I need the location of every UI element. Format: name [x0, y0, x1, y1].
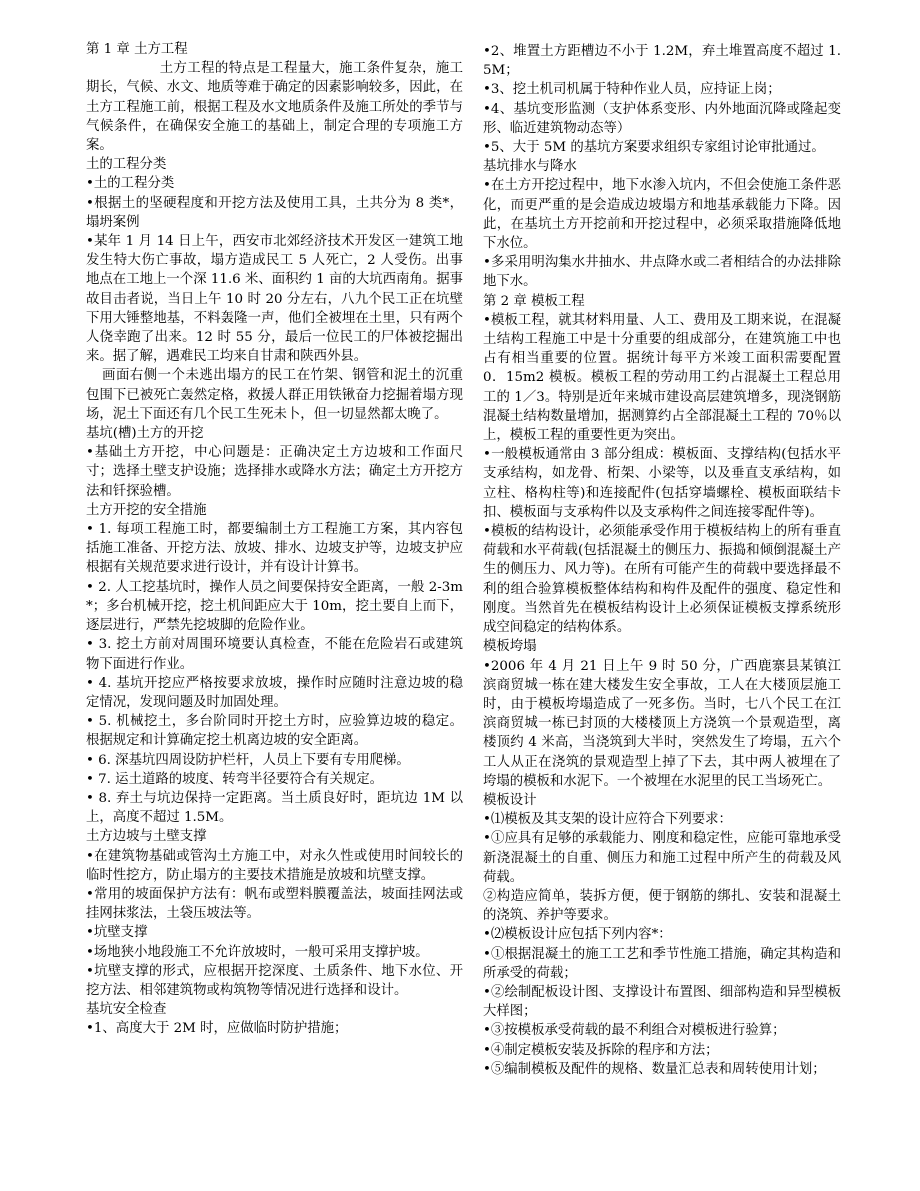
bullet-item: •模板的结构设计，必须能承受作用于模板结构上的所有垂直荷载和水平荷载(包括混凝土的侧压力、振捣和倾倒混凝土产生的侧压力、风力等)。在所有可能产生的荷载中要选择最不利的组合验算模板整体结构和构件及配件的强度、稳定性和刚度。当然首先在模板结构设计上必须保证模板支撑系统形成空间稳定的结构体系。: [483, 524, 841, 636]
bullet-item: • 8. 弃土与坑边保持一定距离。当土质良好时，距坑边 1M 以上，高度不超过 1.5M。: [86, 790, 463, 826]
left-column: [86, 40, 463, 1039]
section-heading: 基坑(槽)土方的开挖: [86, 426, 204, 442]
bullet-item: •1、高度大于 2M 时，应做临时防护措施；: [86, 1021, 348, 1037]
paragraph: 土方工程的特点是工程量大，施工条件复杂，施工期长，气候、水文、地质等难于确定的因素影响较多，因此，在土方工程施工前，根据工程及水文地质条件及施工所处的季节与气候条件，在确保安全施工的基础上，制定合理的专项施工方案。: [86, 61, 463, 154]
bullet-item: •多采用明沟集水井抽水、井点降水或二者相结合的办法排除地下水。: [483, 255, 841, 290]
section-heading: 土方开挖的安全措施: [86, 502, 207, 518]
section-heading: 土的工程分类: [86, 157, 167, 173]
bullet-item: •②绘制配板设计图、支撑设计布置图、细部构造和异型模板大样图；: [483, 984, 841, 1020]
section-heading: 模板设计: [483, 792, 537, 808]
bullet-item: •一般模板通常由 3 部分组成：模板面、支撑结构(包括水平支承结构，如龙骨、桁架、小梁等，以及垂直支承结构，如立柱、格构柱等)和连接配件(包括穿墙螺栓、模板面联结卡扣、模板面与支承构件以及支承构件之间连接零配件等)。: [483, 447, 841, 520]
bullet-item: •场地狭小地段施工不允许放坡时，一般可采用支撑护坡。: [86, 944, 429, 960]
bullet-item: • 4. 基坑开挖应严格按要求放坡，操作时应随时注意边坡的稳定情况，发现问题及时加固处理。: [86, 675, 463, 710]
bullet-item: •基础土方开挖，中心问题是：正确决定土方边坡和工作面尺寸；选择土壁支护设施；选择排水或降水方法；确定土方开挖方法和钎探验槽。: [86, 445, 463, 499]
bullet-item: •3、挖土机司机属于特种作业人员，应持证上岗；: [483, 82, 781, 98]
bullet-item: •4、基坑变形监测（支护体系变形、内外地面沉降或隆起变形、临近建筑物动态等）: [483, 101, 841, 136]
chapter-1-title: 第 1 章 土方工程: [86, 42, 188, 57]
section-heading: 土方边坡与土壁支撑: [86, 829, 207, 845]
bullet-item: •土的工程分类: [86, 176, 175, 192]
bullet-item: •在土方开挖过程中，地下水渗入坑内，不但会使施工条件恶化，而更严重的是会造成边坡塌方和地基承载能力下降。因此，在基坑土方开挖前和开挖过程中，必须采取措施降低地下水位。: [483, 178, 841, 252]
bullet-item: • 2. 人工挖基坑时，操作人员之间要保持安全距离，一般 2-3m*；多台机械开挖，挖土机间距应大于 10m，挖土要自上而下，逐层进行，严禁先挖坡脚的危险作业。: [86, 579, 463, 634]
bullet-item: •坑壁支撑的形式，应根据开挖深度、土质条件、地下水位、开挖方法、相邻建筑物或构筑物等情况进行选择和设计。: [86, 963, 463, 998]
paragraph: 画面右侧一个未逃出塌方的民工在竹架、钢管和泥土的沉重包围下已被死亡轰然定格，救援人群正用铁锹奋力挖掘着塌方现场，泥土下面还有几个民工生死未卜，但一切显然都太晚了。: [86, 368, 463, 422]
bullet-item: •坑壁支撑: [86, 925, 148, 941]
bullet-item: • 3. 挖土方前对周围环境要认真检查，不能在危险岩石或建筑物下面进行作业。: [86, 637, 463, 672]
bullet-item: • 5. 机械挖土，多台阶同时开挖土方时，应验算边坡的稳定。根据规定和计算确定挖土机离边坡的安全距离。: [86, 714, 463, 749]
bullet-item: •根据土的坚硬程度和开挖方法及使用工具，土共分为 8 类*，塌坍案例: [86, 195, 463, 230]
section-heading: 基坑安全检查: [86, 1002, 167, 1018]
bullet-item: •2006 年 4 月 21 日上午 9 时 50 分，广西鹿寨县某镇江滨商贸城一栋在建大楼发生安全事故，工人在大楼顶层施工时，由于模板垮塌造成了一死多伤。当时，七八个民工在江滨商贸城一栋已封顶的大楼楼顶上方浇筑一个景观造型，离楼顶约 4 米高，当浇筑到大半时，突然发生了垮塌，五六个工人从正在浇筑的景观造型上掉了下去，其中两人被埋在了垮塌的模板和水泥下。一个被埋在水泥里的民工当场死亡。: [483, 658, 841, 789]
bullet-item: •5、大于 5M 的基坑方案要求组织专家组讨论审批通过。: [483, 140, 825, 156]
bullet-item: •①应具有足够的承载能力、刚度和稳定性，应能可靠地承受新浇混凝土的自重、侧压力和施工过程中所产生的荷载及风荷载。: [483, 831, 841, 885]
bullet-item: •⑴模板及其支架的设计应符合下列要求：: [483, 812, 732, 828]
bullet-item: •⑤编制模板及配件的规格、数量汇总表和周转使用计划；: [483, 1061, 826, 1077]
right-column: [483, 42, 841, 1079]
bullet-item: •④制定模板安装及拆除的程序和方法；: [483, 1042, 719, 1058]
bullet-item: •⑵模板设计应包括下列内容*：: [483, 927, 672, 943]
bullet-item: • 7. 运土道路的坡度、转弯半径要符合有关规定。: [86, 771, 383, 787]
bullet-item: •模板工程，就其材料用量、人工、费用及工期来说，在混凝土结构工程施工中是十分重要的组成部分，在建筑施工中也占有相当重要的位置。据统计每平方米竣工面积需要配置 0．15m2 模板。模板工程的劳动用工约占混凝土工程总用工的 1／3。特别是近年来城市建设高层建筑增多，现浇钢筋混凝土结构数量增加，据测算约占全部混凝土工程的 70％以上，模板工程的重要性更为突出。: [483, 312, 841, 444]
bullet-item: •在建筑物基础或管沟土方施工中，对永久性或使用时间较长的临时性挖方，防止塌方的主要技术措施是放坡和坑壁支撑。: [86, 848, 463, 883]
bullet-item: •2、堆置土方距槽边不小于 1.2M，弃土堆置高度不超过 1.5M；: [483, 44, 841, 79]
section-heading: 模板垮塌: [483, 639, 537, 655]
bullet-item: •某年 1 月 14 日上午，西安市北郊经济技术开发区一建筑工地发生特大伤亡事故，塌方造成民工 5 人死亡，2 人受伤。出事地点在工地上一个深 11.6 米、面积约 1 亩的大坑西南角。据事故目击者说，当日上午 10 时 20 分左右，八九个民工正在坑壁下用大锤整地基，不料轰隆一声，他们全被埋在土里，只有两个人侥幸跑了出来。12 时 55 分，最后一位民工的尸体被挖掘出来。据了解，遇难民工均来自甘肃和陕西外县。: [86, 234, 463, 365]
bullet-item: •①根据混凝土的施工工艺和季节性施工措施，确定其构造和所承受的荷载；: [483, 946, 841, 981]
list-item: ②构造应简单，装拆方便，便于钢筋的绑扎、安装和混凝土的浇筑、养护等要求。: [483, 888, 841, 924]
bullet-item: •常用的坡面保护方法有：帆布或塑料膜覆盖法，坡面挂网法或挂网抹浆法，土袋压坡法等。: [86, 886, 463, 922]
bullet-item: • 1. 每项工程施工时，都要编制土方工程施工方案，其内容包括施工准备、开挖方法、放坡、排水、边坡支护等，边坡支护应根据有关规范要求进行设计，并有设计计算书。: [86, 522, 463, 576]
bullet-item: • 6. 深基坑四周设防护栏杆，人员上下要有专用爬梯。: [86, 752, 410, 768]
section-heading: 基坑排水与降水: [483, 159, 577, 175]
bullet-item: •③按模板承受荷载的最不利组合对模板进行验算；: [483, 1023, 786, 1039]
chapter-2-title: 第 2 章 模板工程: [483, 293, 585, 309]
